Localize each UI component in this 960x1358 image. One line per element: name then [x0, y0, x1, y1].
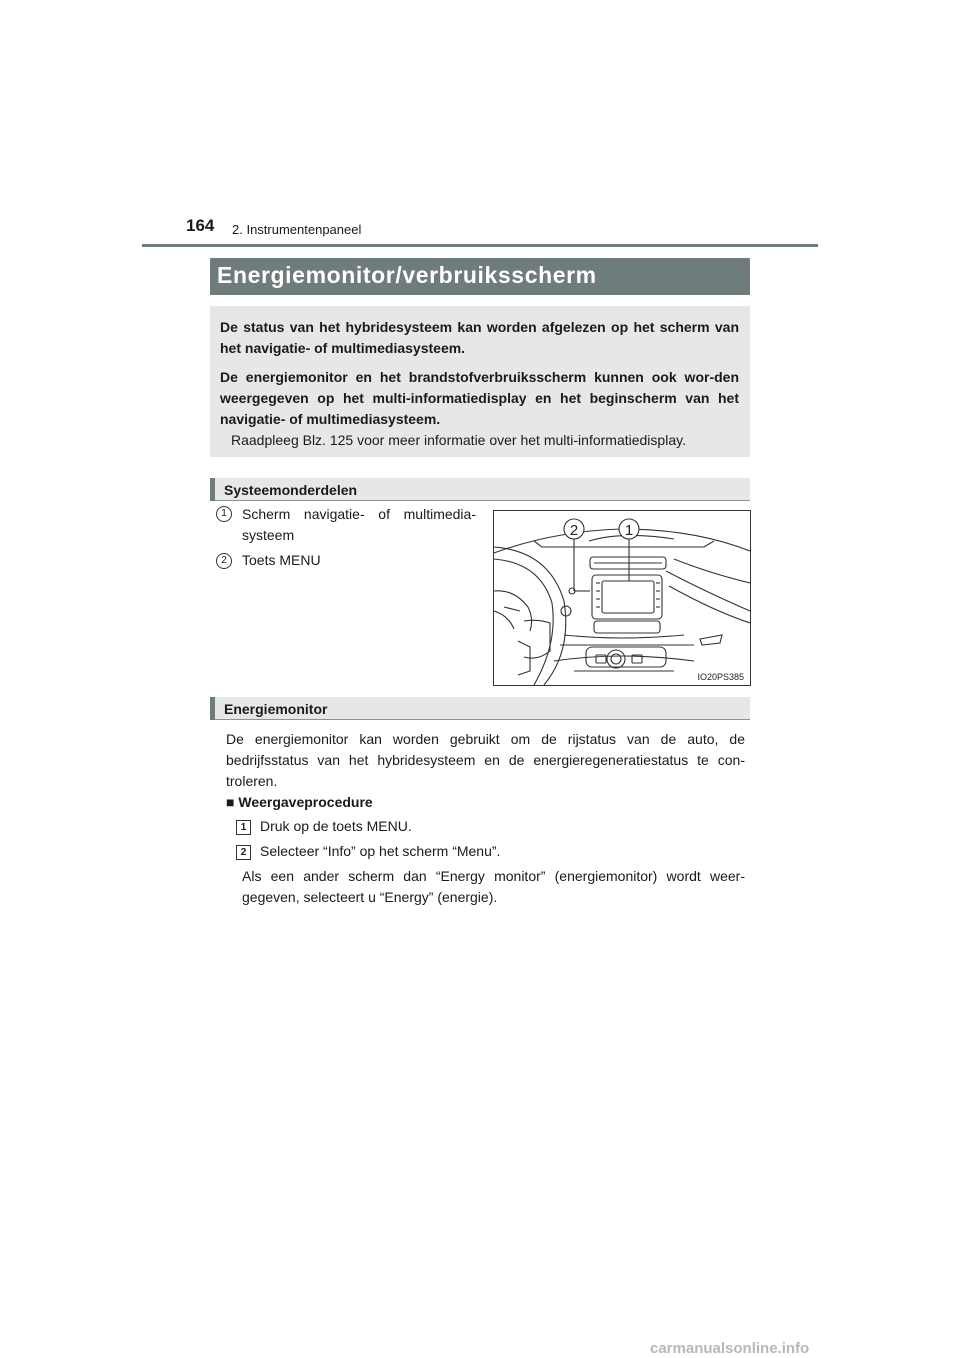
procedure-note [242, 866, 745, 908]
energy-monitor-description [226, 729, 745, 792]
energy-monitor-heading-text: Energiemonitor [224, 701, 328, 717]
components-heading-text: Systeemonderdelen [224, 482, 358, 498]
component-item-1-line1: Scherm navigatie- of multimedia- [242, 506, 476, 522]
figure-callout-1: 1 [624, 522, 634, 539]
component-item-2: Toets MENU [242, 552, 321, 568]
heading-bar [210, 697, 215, 720]
intro-reference: Raadpleeg Blz. 125 voor meer informatie over het multi-informatiedisplay. [231, 432, 686, 448]
chapter-title: 2. Instrumentenpaneel [232, 222, 362, 237]
page-number: 164 [186, 216, 215, 235]
step-number-1: 1 [236, 820, 251, 835]
intro-paragraph-1: De status van het hybridesysteem kan worden afgelezen op het scherm van het navigatie- of multimediasysteem. [220, 319, 739, 356]
description-line-3: troleren. [226, 773, 278, 789]
heading-bar [210, 478, 215, 501]
intro-box [210, 306, 750, 457]
components-heading [210, 478, 750, 501]
intro-paragraph-2: De energiemonitor en het brandstofverbruiksscherm kunnen ook wor-den weergegeven op het multi-informatiedisplay en het beginscherm van het navigatie- of multimediasysteem. [220, 369, 739, 427]
square-bullet-icon: ■ [226, 794, 235, 810]
dashboard-figure [493, 510, 751, 686]
step-number-2: 2 [236, 845, 251, 860]
step-2-text: Selecteer “Info” op het scherm “Menu”. [260, 843, 501, 859]
description-line-2: bedrijfsstatus van het hybridesysteem en de energieregeneratiestatus te con- [226, 752, 745, 768]
component-item-1 [242, 504, 476, 546]
callout-number-2: 2 [216, 553, 232, 569]
component-item-1-line2: systeem [242, 527, 295, 543]
header-rule [142, 244, 818, 247]
figure-code: IO20PS385 [697, 672, 744, 682]
procedure-title: Weergaveprocedure [238, 794, 373, 810]
watermark: carmanualsonline.info [650, 1340, 810, 1357]
note-line-2: gegeven, selecteert u “Energy” (energie). [242, 889, 498, 905]
section-title: Energiemonitor/verbruiksscherm [217, 262, 597, 288]
description-line-1: De energiemonitor kan worden gebruikt om de rijstatus van de auto, de [226, 731, 745, 747]
callout-number-1: 1 [216, 506, 232, 522]
procedure-heading [226, 794, 373, 810]
energy-monitor-heading [210, 697, 750, 720]
section-title-bar [210, 258, 750, 295]
dashboard-illustration [494, 511, 750, 685]
intro-text [220, 317, 739, 438]
figure-callout-2: 2 [569, 522, 579, 539]
step-1-text: Druk op de toets MENU. [260, 818, 412, 834]
note-line-1: Als een ander scherm dan “Energy monitor” (energiemonitor) wordt weer- [242, 868, 745, 884]
